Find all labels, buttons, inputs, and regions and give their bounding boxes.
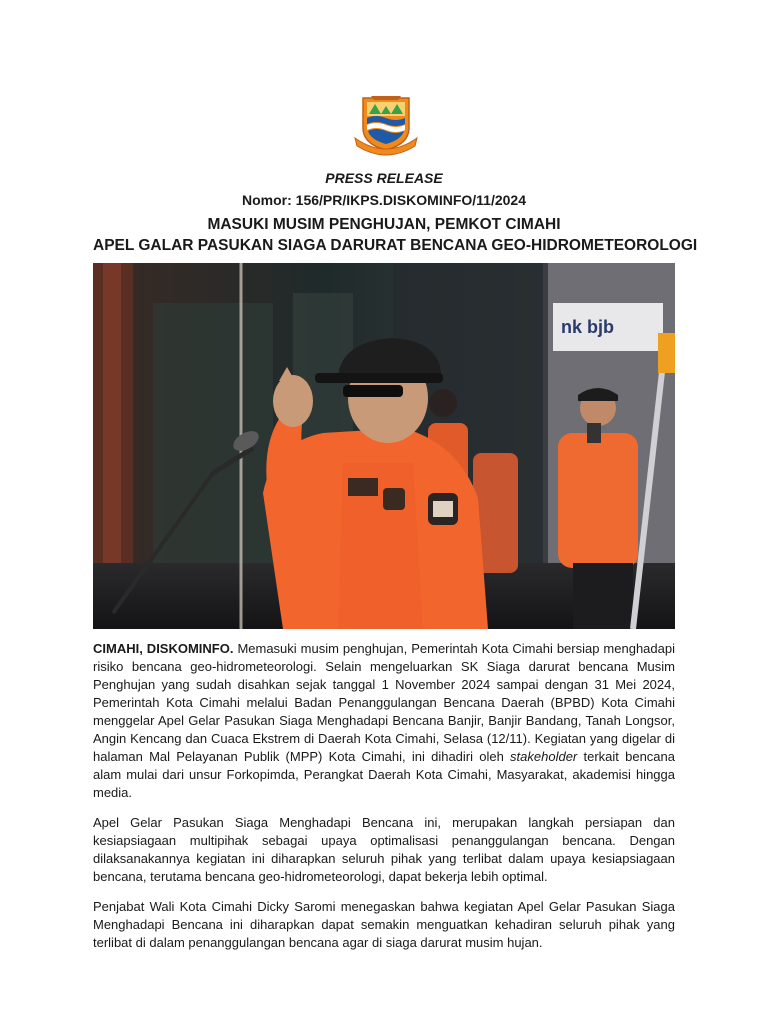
paragraph-1-text-b: terkait bencana alam mulai dari unsur Forkopimda, Perangkat Daerah Kota Cimahi, Masyarakat, akademisi hingga media. bbox=[93, 749, 675, 800]
bjb-sign-text: nk bjb bbox=[561, 317, 614, 337]
news-photo bbox=[93, 263, 675, 629]
headline-line-1: MASUKI MUSIM PENGHUJAN, PEMKOT CIMAHI bbox=[207, 216, 561, 233]
cimahi-city-logo bbox=[351, 94, 421, 158]
headline bbox=[93, 214, 698, 256]
press-release-label: PRESS RELEASE bbox=[325, 170, 443, 186]
paragraph-1 bbox=[93, 640, 675, 802]
paragraph-1-text-a: Memasuki musim penghujan, Pemerintah Kota Cimahi bersiap menghadapi risiko bencana geo-hidrometeorologi. Selain mengeluarkan SK Siaga darurat bencana Musim Penghujan yang sudah disahkan sejak tanggal 1 November 2024 sampai dengan 31 Mei 2024, Pemerintah Kota Cimahi melalui Badan Penanggulangan Bencana Daerah (BPBD) Kota Cimahi menggelar Apel Gelar Pasukan Siaga Menghadapi Bencana Banjir, Banjir Bandang, Tanah Longsor, Angin Kencang dan Cuaca Ekstrem di Daerah Kota Cimahi, Selasa (12/11). Kegiatan yang digelar di halaman Mal Pelayanan Publik (MPP) Kota Cimahi, ini dihadiri oleh bbox=[93, 641, 675, 764]
press-release-number: Nomor: 156/PR/IKPS.DISKOMINFO/11/2024 bbox=[242, 192, 526, 208]
paragraph-3: Penjabat Wali Kota Cimahi Dicky Saromi menegaskan bahwa kegiatan Apel Gelar Pasukan Siaga Menghadapi Bencana ini diharapkan dapat semakin menguatkan kehadiran seluruh pihak yang terlibat di dalam penanggulangan bencana agar di siaga darurat musim hujan. bbox=[93, 899, 675, 950]
paragraph-1-emphasis: stakeholder bbox=[510, 749, 578, 764]
dateline: CIMAHI, DISKOMINFO. bbox=[93, 641, 234, 656]
headline-line-2: APEL GALAR PASUKAN SIAGA DARURAT BENCANA GEO-HIDROMETEOROLOGI bbox=[93, 237, 698, 254]
article-body bbox=[93, 640, 675, 964]
paragraph-2: Apel Gelar Pasukan Siaga Menghadapi Bencana ini, merupakan langkah persiapan dan kesiapsiagaan multipihak sebagai upaya optimalisasi penanggulangan bencana. Dengan dilaksanakannya kegiatan ini diharapkan seluruh pihak yang terlibat dalam upaya kesiapsiagaan bencana, terutama bencana geo-hidrometeorologi, dapat bekerja lebih optimal. bbox=[93, 815, 675, 884]
